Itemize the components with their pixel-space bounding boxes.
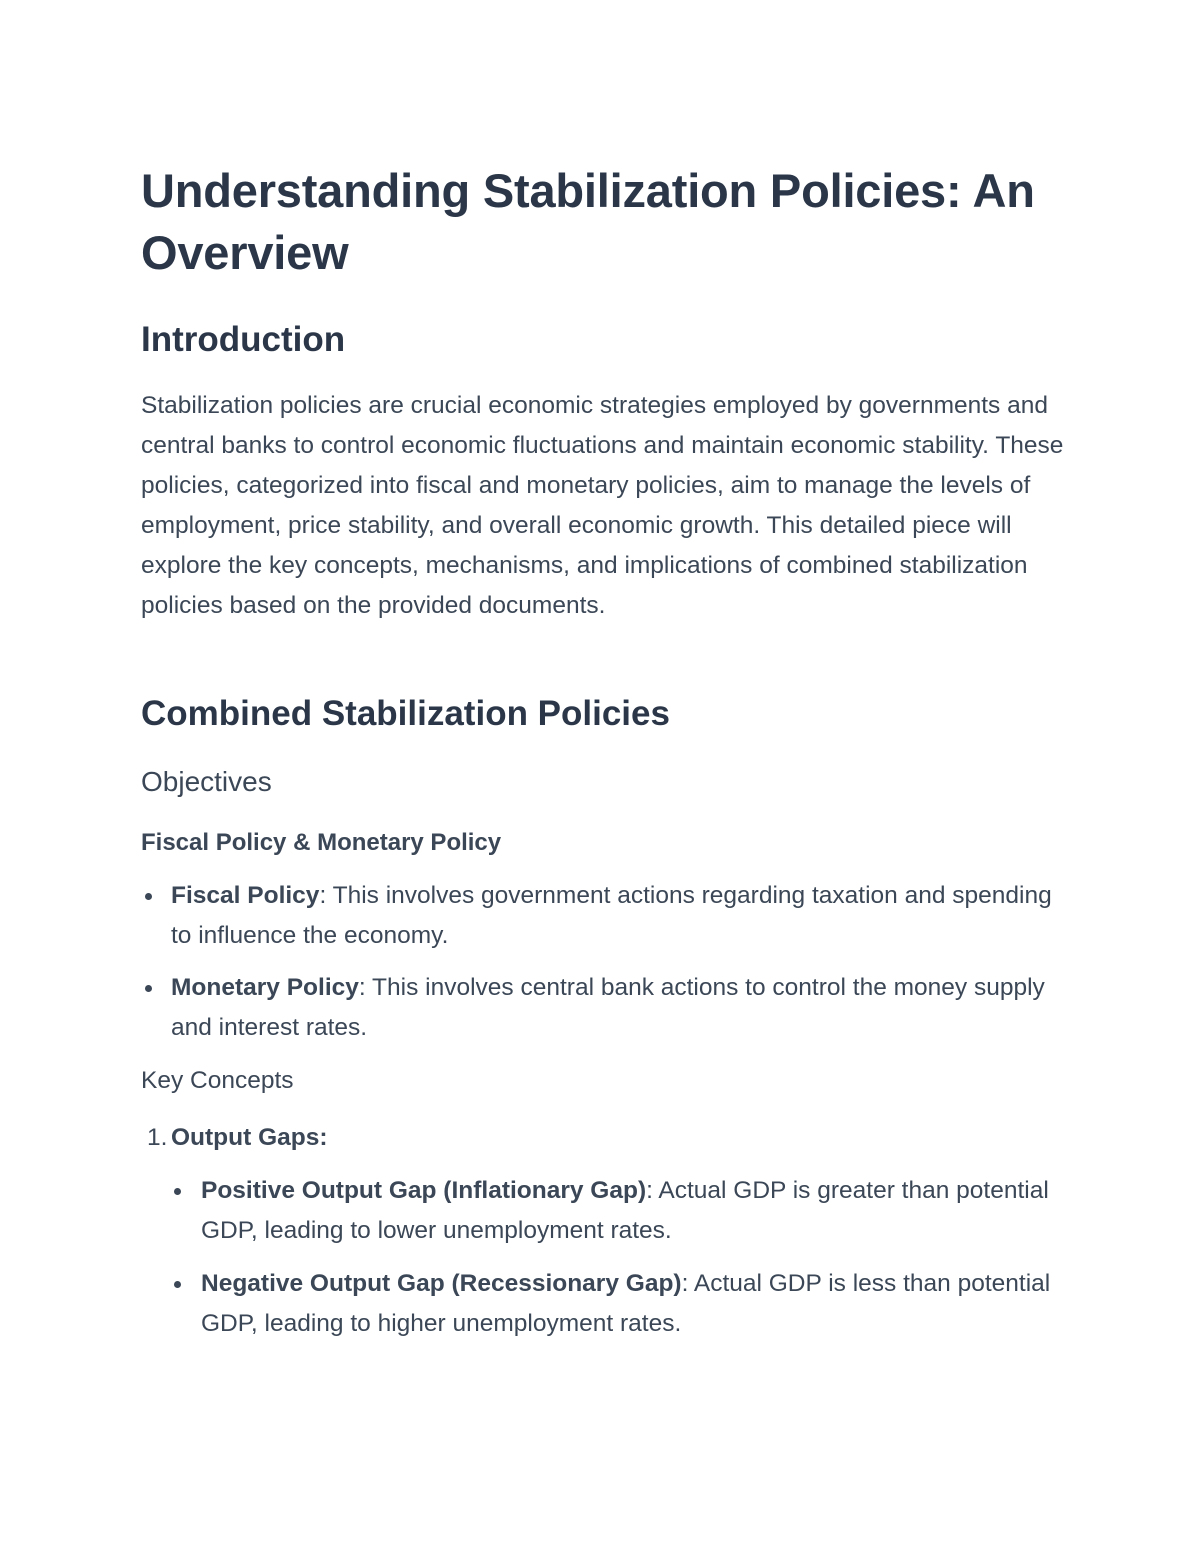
- list-item: [141, 968, 1066, 1048]
- numbered-item-suffix: :: [319, 1124, 328, 1151]
- objectives-list: [141, 876, 1066, 1048]
- list-item-text: : This involves central bank actions to control the money supply and interest rates.: [171, 974, 1045, 1041]
- introduction-paragraph: Stabilization policies are crucial economic strategies employed by governments and central banks to control economic fluctuations and maintain economic stability. These policies, categorized into fiscal and monetary policies, aim to manage the levels of employment, price stability, and overall economic growth. This detailed piece will explore the key concepts, mechanisms, and implications of combined stabilization policies based on the provided documents.: [141, 392, 1064, 619]
- list-item-text: : Actual GDP is greater than potential GDP, leading to lower unemployment rates.: [201, 1177, 1049, 1244]
- list-item-term: Fiscal Policy: [171, 882, 320, 909]
- objectives-heading: Objectives: [141, 766, 272, 797]
- bullet-icon: [145, 985, 152, 992]
- key-concepts-list: [141, 1118, 1066, 1344]
- numbered-item-term: Output Gaps: [171, 1124, 320, 1151]
- list-item-text: : This involves government actions regarding taxation and spending to influence the economy.: [171, 882, 1052, 949]
- page-title: Understanding Stabilization Policies: An Overview: [141, 164, 1035, 279]
- introduction-heading: Introduction: [141, 320, 346, 359]
- list-item-term: Negative Output Gap (Recessionary Gap): [201, 1270, 682, 1297]
- list-item-term: Monetary Policy: [171, 974, 359, 1001]
- list-number: 1.: [147, 1124, 168, 1151]
- fiscal-monetary-subheading: Fiscal Policy & Monetary Policy: [141, 829, 502, 856]
- key-concepts-label: Key Concepts: [141, 1067, 294, 1094]
- list-item: [141, 876, 1066, 956]
- bullet-icon: [174, 1281, 181, 1288]
- combined-policies-heading: Combined Stabilization Policies: [141, 694, 670, 733]
- list-item-text: : Actual GDP is less than potential GDP, leading to higher unemployment rates.: [201, 1270, 1051, 1337]
- list-item-term: Positive Output Gap (Inflationary Gap): [201, 1177, 647, 1204]
- list-item: [141, 1171, 1066, 1251]
- list-item: [141, 1264, 1066, 1344]
- numbered-item: [141, 1118, 1066, 1344]
- output-gap-list: [141, 1171, 1066, 1344]
- bullet-icon: [174, 1188, 181, 1195]
- bullet-icon: [145, 893, 152, 900]
